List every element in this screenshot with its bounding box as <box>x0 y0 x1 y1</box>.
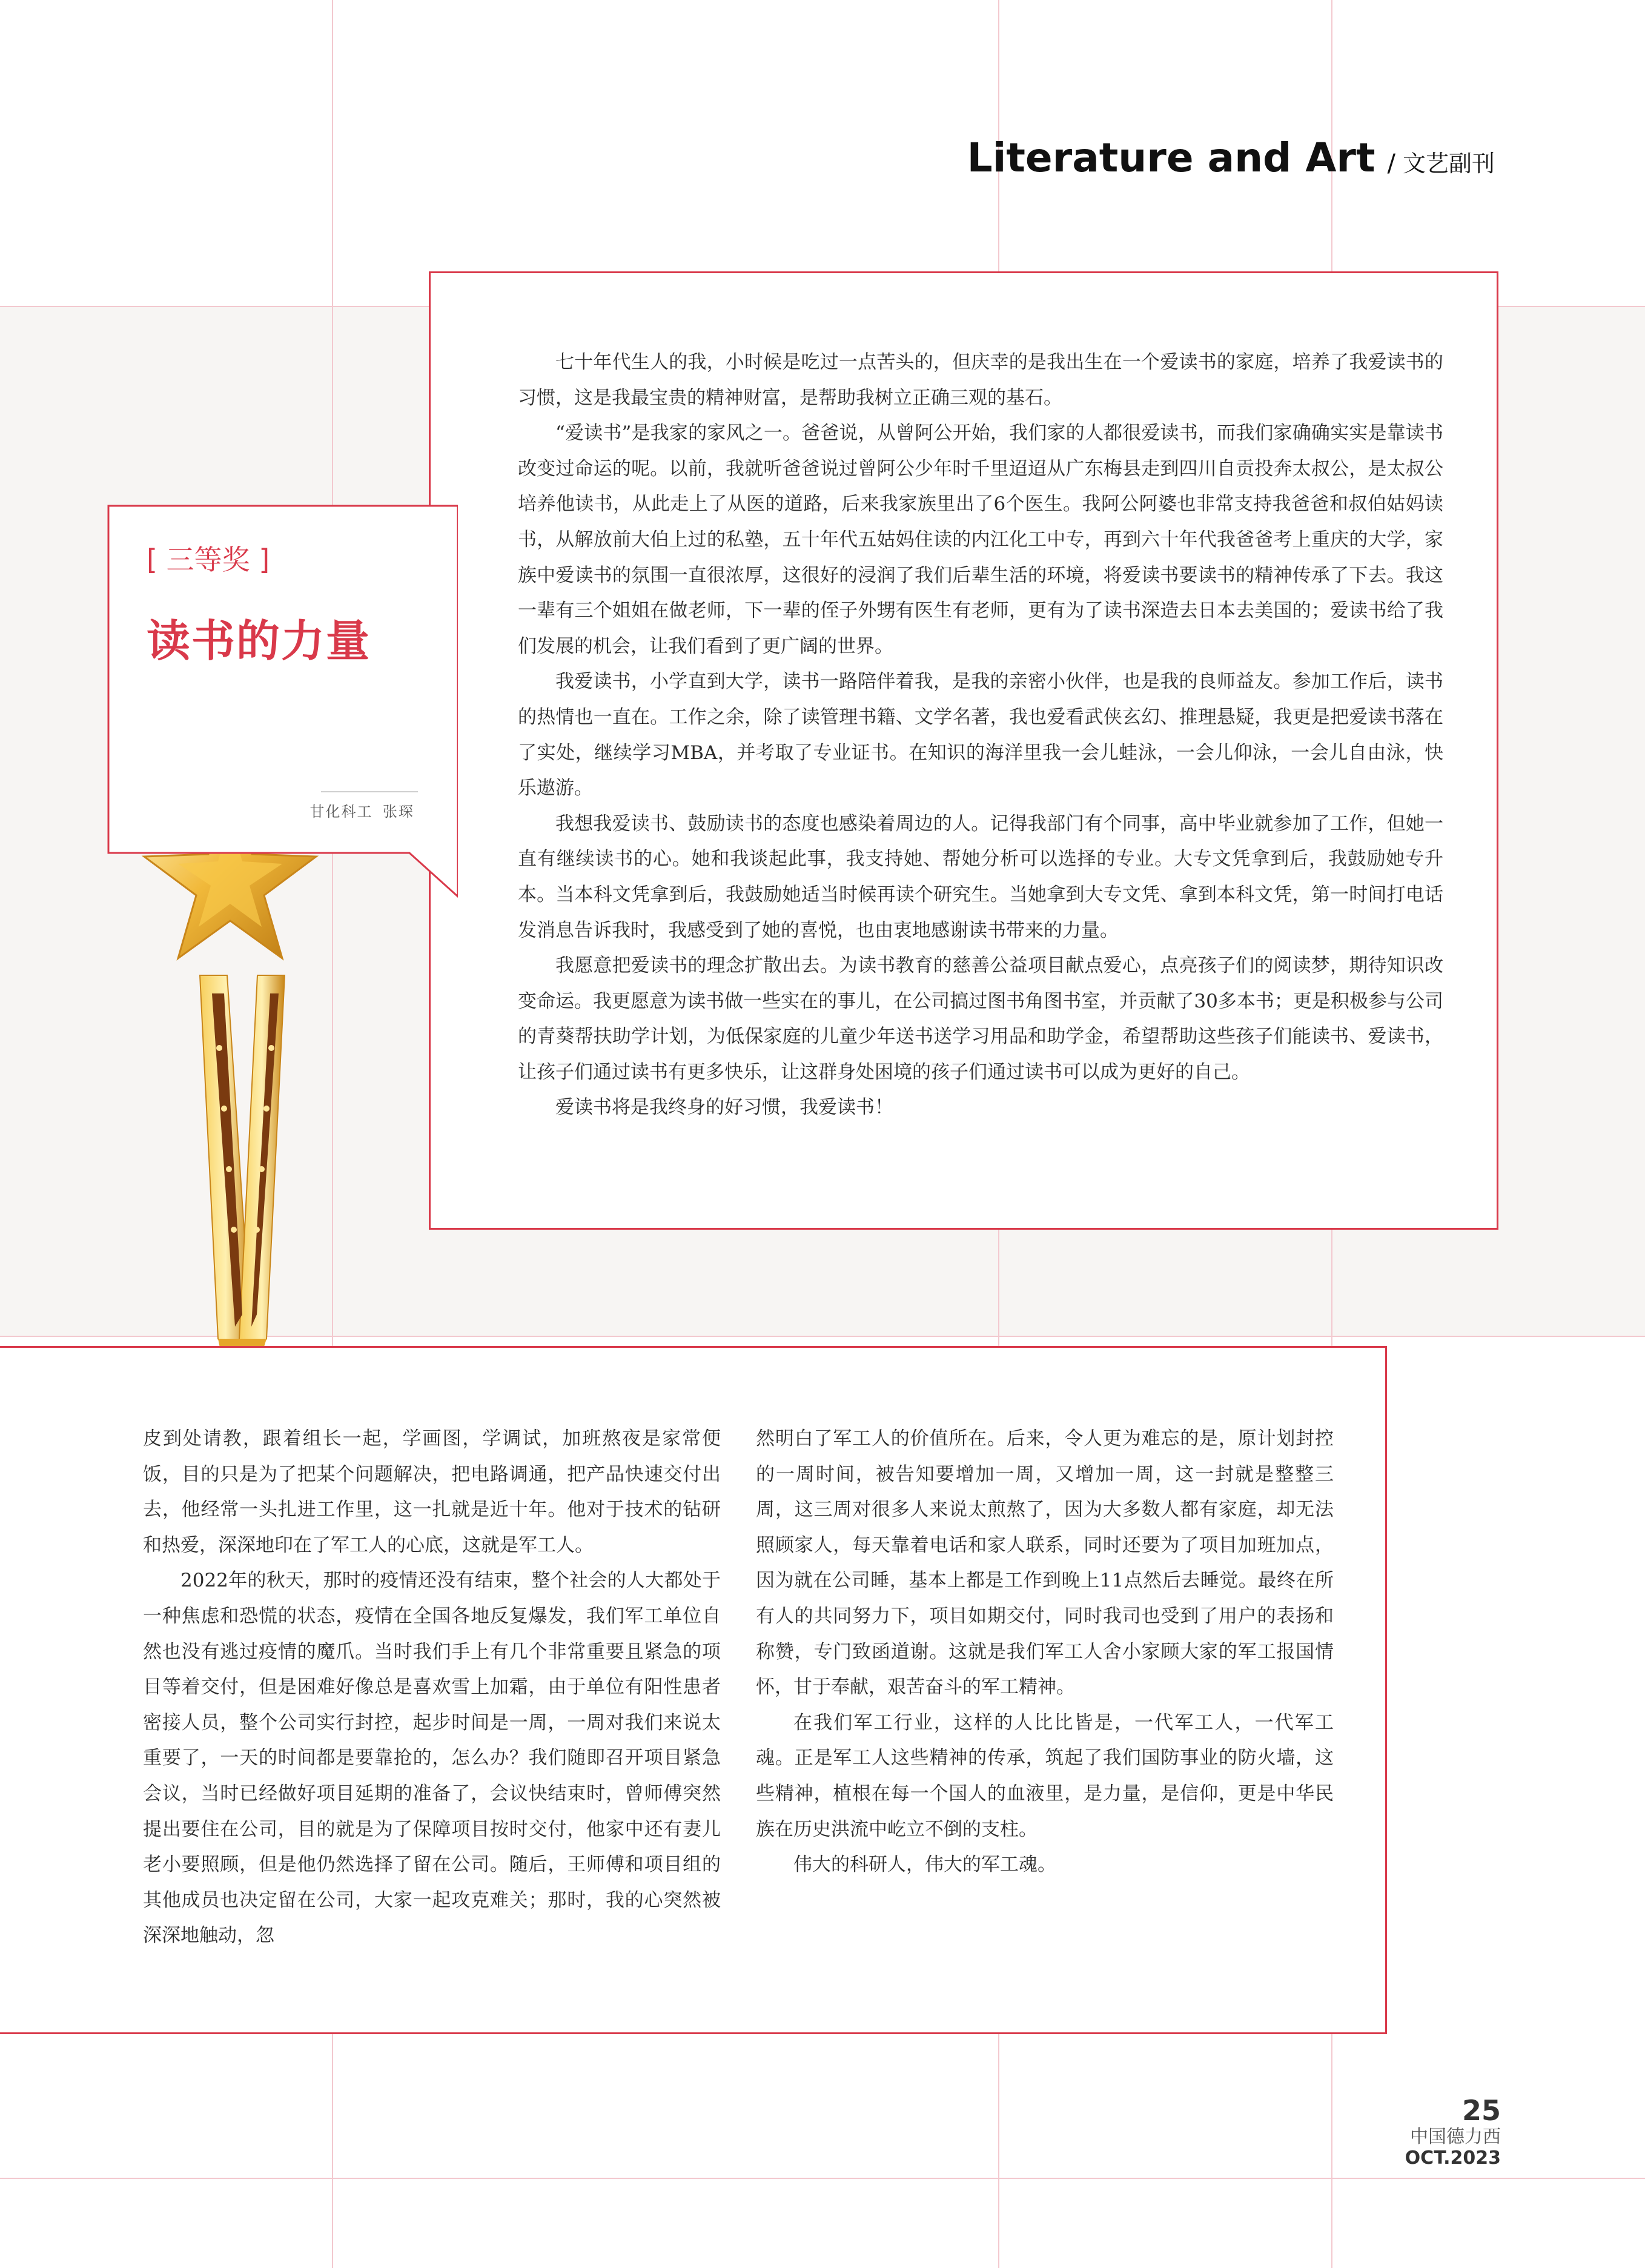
article-paragraph: 我愿意把爱读书的理念扩散出去。为读书教育的慈善公益项目献点爱心，点亮孩子们的阅读梦，期待知识改变命运。我更愿意为读书做一些实在的事儿，在公司搞过图书角图书室，并贡献了30多本书；更是积极参与公司的青葵帮扶助学计划，为低保家庭的儿童少年送书送学习用品和助学金，希望帮助这些孩子们能读书、爱读书，让孩子们通过读书有更多快乐，让这群身处困境的孩子们通过读书可以成为更好的自己。 <box>518 955 1443 1083</box>
section-separator: / <box>1387 150 1395 177</box>
section-title-cn: 文艺副刊 <box>1402 150 1495 177</box>
page-footer <box>1405 2095 1501 2169</box>
page-number: 25 <box>1461 2094 1501 2127</box>
section-title-en: Literature and Art <box>967 134 1375 181</box>
article-top-box <box>429 271 1498 1230</box>
article-paragraph: 然明白了军工人的价值所在。后来，令人更为难忘的是，原计划封控的一周时间，被告知要增加一周，又增加一周，这一封就是整整三周，这三周对很多人来说太煎熬了，因为大多数人都有家庭，却无法照顾家人，每天靠着电话和家人联系，同时还要为了项目加班加点，因为就在公司睡，基本上都是工作到晚上11点然后去睡觉。最终在所有人的共同努力下，项目如期交付，同时我司也受到了用户的表扬和称赞，专门致函道谢。这就是我们军工人舍小家顾大家的军工报国情怀，甘于奉献，艰苦奋斗的军工精神。 <box>756 1428 1334 1699</box>
grid-line <box>0 2178 1645 2179</box>
article-title: 读书的力量 <box>147 615 371 666</box>
article-paragraph: 我想我爱读书、鼓励读书的态度也感染着周边的人。记得我部门有个同事，高中毕业就参加了工作，但她一直有继续读书的心。她和我谈起此事，我支持她、帮她分析可以选择的专业。大专文凭拿到后，我鼓励她专升本。当本科文凭拿到后，我鼓励她适当时候再读个研究生。当她拿到大专文凭、拿到本科文凭，第一时间打电话发消息告诉我时，我感受到了她的喜悦，也由衷地感谢读书带来的力量。 <box>518 812 1443 941</box>
article-paragraph: “爱读书”是我家的家风之一。爸爸说，从曾阿公开始，我们家的人都很爱读书，而我们家确确实实是靠读书改变过命运的呢。以前，我就听爸爸说过曾阿公少年时千里迢迢从广东梅县走到四川自贡投奔太叔公，是太叔公培养他读书，从此走上了从医的道路，后来我家族里出了6个医生。我阿公阿婆也非常支持我爸爸和叔伯姑妈读书，从解放前大伯上过的私塾，五十年代五姑妈住读的内江化工中专，再到六十年代我爸爸考上重庆的大学，家族中爱读书的氛围一直很浓厚，这很好的浸润了我们后辈生活的环境，将爱读书要读书的精神传承了下去。我这一辈有三个姐姐在做老师，下一辈的侄子外甥有医生有老师，更有为了读书深造去日本去美国的；爱读书给了我们发展的机会，让我们看到了更广阔的世界。 <box>518 422 1443 657</box>
headline-callout <box>107 504 458 898</box>
article-column-left <box>143 1421 721 1954</box>
article-paragraph: 伟大的科研人，伟大的军工魂。 <box>793 1854 1056 1876</box>
issue-date: OCT.2023 <box>1405 2147 1501 2169</box>
author-divider <box>321 791 418 792</box>
article-paragraph: 爱读书将是我终身的好习惯，我爱读书！ <box>555 1096 893 1119</box>
article-paragraph: 2022年的秋天，那时的疫情还没有结束，整个社会的人大都处于一种焦虑和恐慌的状态，疫情在全国各地反复爆发，我们军工单位自然也没有逃过疫情的魔爪。当时我们手上有几个非常重要且紧急的项目等着交付，但是困难好像总是喜欢雪上加霜，由于单位有阳性患者密接人员，整个公司实行封控，起步时间是一周，一周对我们来说太重要了，一天的时间都是要靠抢的，怎么办？我们随即召开项目紧急会议，当时已经做好项目延期的准备了，会议快结束时，曾师傅突然提出要住在公司，目的就是为了保障项目按时交付，他家中还有妻儿老小要照顾，但是他仍然选择了留在公司。随后，王师傅和项目组的其他成员也决定留在公司，大家一起攻克难关；那时，我的心突然被深深地触动，忽 <box>143 1570 721 1947</box>
award-label: [ 三等奖 ] <box>147 543 270 576</box>
section-header <box>967 134 1495 181</box>
article-paragraph: 在我们军工行业，这样的人比比皆是，一代军工人，一代军工魂。正是军工人这些精神的传承，筑起了我们国防事业的防火墙，这些精神，植根在每一个国人的血液里，是力量，是信仰，更是中华民族在历史洪流中屹立不倒的支柱。 <box>756 1711 1334 1840</box>
magazine-name: 中国德力西 <box>1410 2126 1501 2147</box>
author-byline: 甘化科工 张琛 <box>309 803 414 820</box>
article-paragraph: 七十年代生人的我，小时候是吃过一点苦头的，但庆幸的是我出生在一个爱读书的家庭，培养了我爱读书的习惯，这是我最宝贵的精神财富，是帮助我树立正确三观的基石。 <box>518 351 1443 409</box>
article-column-right <box>756 1421 1334 1883</box>
article-paragraph: 我爱读书，小学直到大学，读书一路陪伴着我，是我的亲密小伙伴，也是我的良师益友。参加工作后，读书的热情也一直在。工作之余，除了读管理书籍、文学名著，我也爱看武侠玄幻、推理悬疑，我更是把爱读书落在了实处，继续学习MBA，并考取了专业证书。在知识的海洋里我一会儿蛙泳，一会儿仰泳，一会儿自由泳，快乐遨游。 <box>518 671 1443 800</box>
article-paragraph: 皮到处请教，跟着组长一起，学画图，学调试，加班熬夜是家常便饭，目的只是为了把某个问题解决，把电路调通，把产品快速交付出去，他经常一头扎进工作里，这一扎就是近十年。他对于技术的钻研和热爱，深深地印在了军工人的心底，这就是军工人。 <box>143 1428 721 1556</box>
